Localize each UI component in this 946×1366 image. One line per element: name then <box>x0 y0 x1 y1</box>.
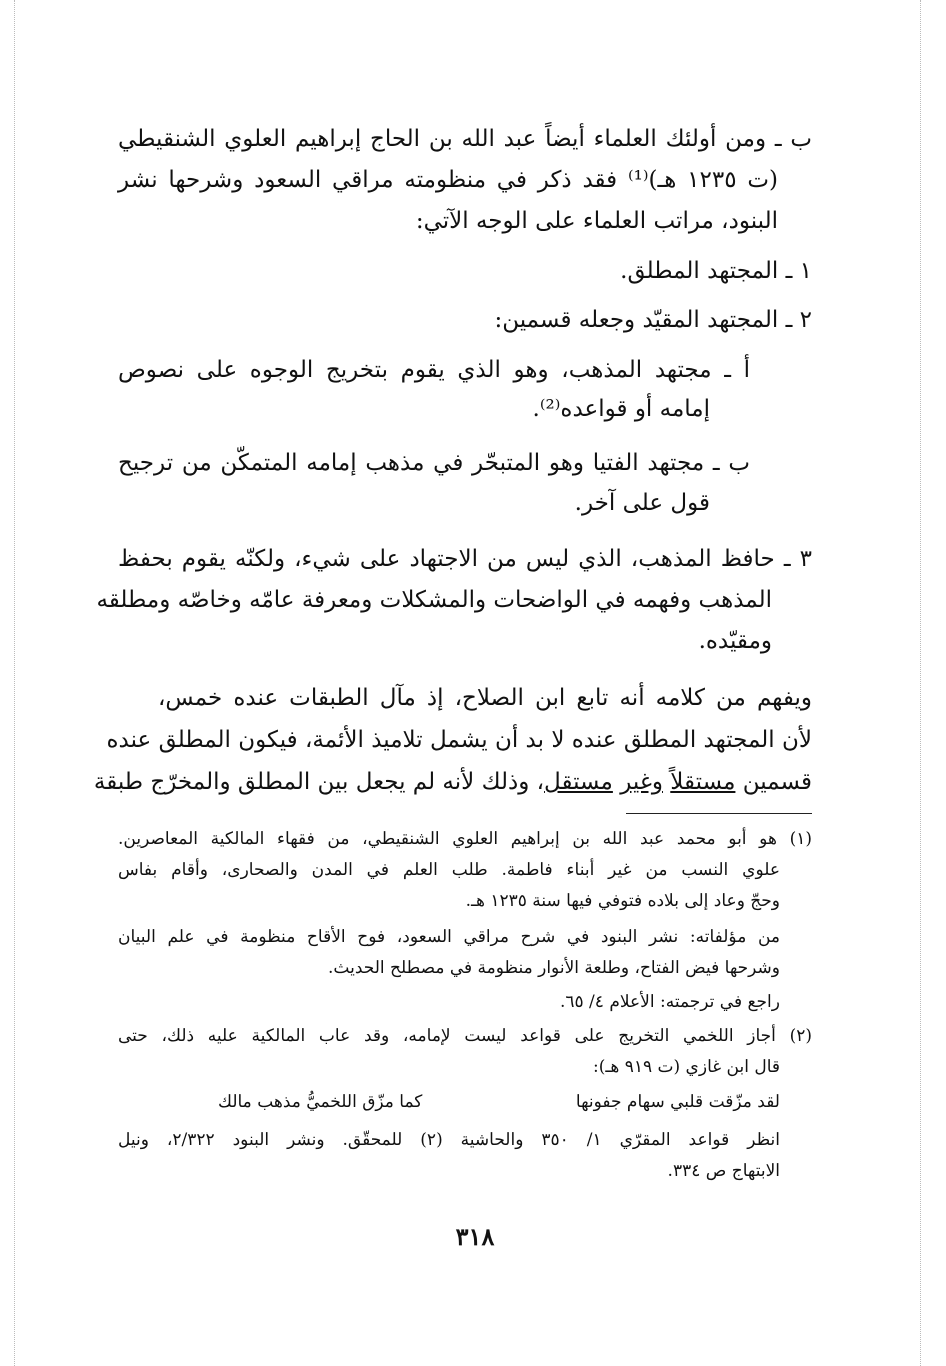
footnote-1-line-2: علوي النسب من غير أبناء فاطمة. طلب العلم في المدن والصحارى، وأقام بفاس <box>118 860 780 880</box>
page-number: ٣١٨ <box>455 1222 495 1251</box>
text-segment: قسمين <box>742 769 812 795</box>
sub-item-a-line-2: إمامه أو قواعده⁽²⁾. <box>532 396 710 422</box>
footnote-1-line-5: وشرحها فيض الفتاح، وطلعة الأنوار منظومة في مصطلح الحديث. <box>328 958 780 978</box>
sub-item-a-line-1: أ ـ مجتهد المذهب، وهو الذي يقوم بتخريج الوجوه على نصوص <box>118 357 750 383</box>
list-item-1: ١ ـ المجتهد المطلق. <box>620 258 812 284</box>
sub-item-b-line-2: قول على آخر. <box>574 490 710 516</box>
underlined-word: مستقلاً <box>670 769 736 795</box>
paragraph-line-2: لأن المجتهد المطلق عنده لا بد أن يشمل تلاميذ الأئمة، فيكون المطلق عنده <box>106 727 812 753</box>
list-item-3-line-1: ٣ ـ حافظ المذهب، الذي ليس من الاجتهاد على شيء، ولكنّه يقوم بحفظ <box>118 546 812 572</box>
paragraph-line-3 <box>93 769 812 797</box>
sub-item-b-line-1: ب ـ مجتهد الفتيا وهو المتبحّر في مذهب إمامه المتمكّن من ترجيح <box>118 450 750 476</box>
footnote-2-line-2: قال ابن غازي (ت ٩١٩ هـ): <box>592 1057 780 1077</box>
list-item-3-line-3: ومقيّده. <box>698 628 772 654</box>
footnote-separator <box>626 813 812 814</box>
paragraph-b-line-1: ب ـ ومن أولئك العلماء أيضاً عبد الله بن الحاج إبراهيم العلوي الشنقيطي <box>118 126 812 152</box>
list-item-2: ٢ ـ المجتهد المقيّد وجعله قسمين: <box>494 307 812 333</box>
underlined-word: وغير <box>620 769 663 795</box>
footnote-2-line-1: (٢) أجاز اللخمي التخريج على قواعد ليست لإمامه، وقد عاب المالكية عليه ذلك، حتى <box>118 1026 812 1046</box>
verse-second-hemistich: كما مزّق اللخميُّ مذهب مالك <box>218 1092 423 1112</box>
list-item-3-line-2: المذهب وفهمه في الواضحات والمشكلات ومعرفة عامّه وخاصّه ومطلقه <box>96 587 772 613</box>
underlined-word: مستقل <box>544 769 613 795</box>
verse-first-hemistich: لقد مزّقت قلبي سهام جفونها <box>575 1092 780 1112</box>
paragraph-line-1: ويفهم من كلامه أنه تابع ابن الصلاح، إذ مآل الطبقات عنده خمس، <box>158 685 812 711</box>
paragraph-b-line-3: البنود، مراتب العلماء على الوجه الآتي: <box>415 208 778 234</box>
scan-edge-left <box>14 0 15 1366</box>
scan-edge-right <box>920 0 921 1366</box>
paragraph-b-line-2: (ت ١٢٣٥ هـ)⁽¹⁾ فقد ذكر في منظومته مراقي السعود وشرحها نشر <box>118 167 778 193</box>
footnote-1-line-1: (١) هو أبو محمد عبد الله بن إبراهيم العلوي الشنقيطي، من فقهاء المالكية المعاصرين. <box>118 829 812 849</box>
footnote-1-line-3: وحجّ وعاد إلى بلاده فتوفي فيها سنة ١٢٣٥ هـ. <box>465 891 780 911</box>
footnote-2-line-5: الابتهاج ص ٣٣٤. <box>667 1161 780 1181</box>
footnote-2-line-4: انظر قواعد المقرّي ١/ ٣٥٠ والحاشية (٢) للمحقّق. ونشر البنود ٢/٣٢٢، ونيل <box>118 1130 780 1150</box>
footnote-1-line-4: من مؤلفاته: نشر البنود في شرح مراقي السعود، فوح الأقاح منظومة في علم البيان <box>118 927 780 947</box>
text-segment: ، وذلك لأنه لم يجعل بين المطلق والمخرّج طبقة <box>93 769 545 795</box>
footnote-1-line-6: راجع في ترجمته: الأعلام ٤/ ٦٥. <box>559 992 780 1012</box>
